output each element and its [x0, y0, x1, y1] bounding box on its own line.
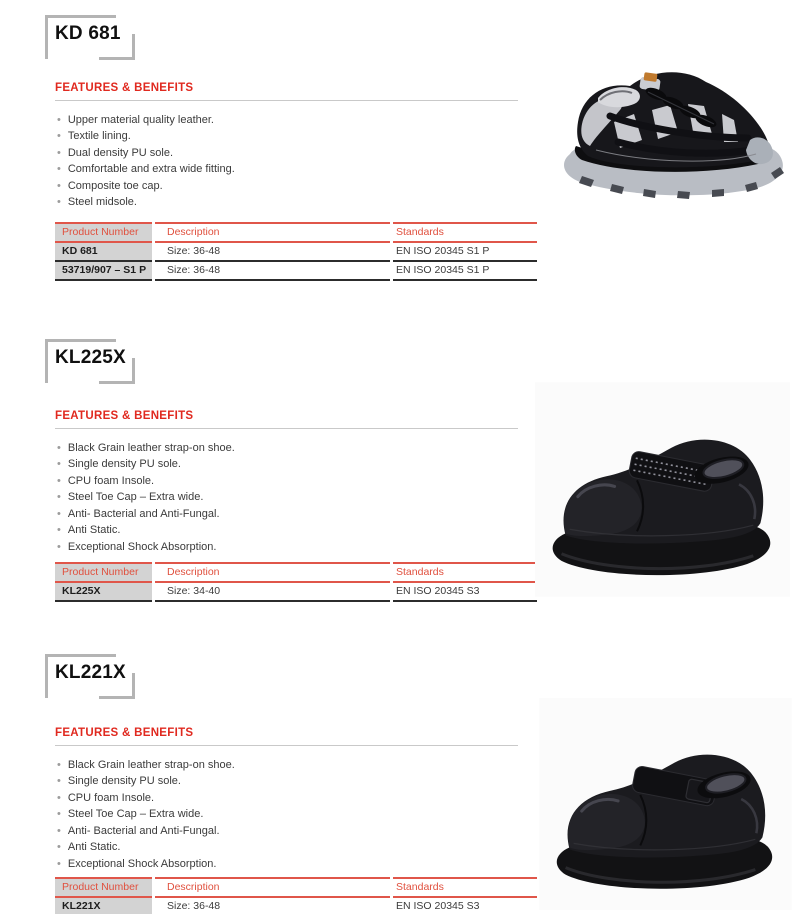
feature-item: • Steel Toe Cap – Extra wide. — [57, 806, 518, 822]
cell-product-number: KD 681 — [55, 243, 152, 262]
cell-standards: EN ISO 20345 S3 — [393, 583, 537, 602]
feature-item: • Comfortable and extra wide fitting. — [57, 161, 518, 177]
header-product-number: Product Number — [55, 222, 152, 243]
cell-product-number: KL225X — [55, 583, 152, 602]
spec-table-header-row — [55, 222, 537, 243]
spec-table-header-row — [55, 877, 537, 898]
feature-item: • Anti- Bacterial and Anti-Fungal. — [57, 506, 518, 522]
header-product-number: Product Number — [55, 877, 152, 898]
spec-table — [52, 222, 540, 281]
safety-trainer-illustration — [552, 42, 797, 212]
product-photo-kl225x — [535, 382, 790, 597]
cell-description: Size: 36-48 — [155, 243, 390, 262]
feature-item: • Black Grain leather strap-on shoe. — [57, 440, 518, 456]
features-list — [55, 757, 518, 872]
product-title-box — [45, 653, 165, 699]
features-block — [55, 82, 518, 211]
product-title: KL225X — [55, 347, 126, 368]
feature-item: • Anti Static. — [57, 522, 518, 538]
feature-item: • Upper material quality leather. — [57, 112, 518, 128]
features-heading: FEATURES & BENEFITS — [55, 82, 194, 94]
feature-item: • Textile lining. — [57, 128, 518, 144]
cell-description: Size: 36-48 — [155, 262, 390, 281]
table-row — [55, 583, 537, 602]
features-list — [55, 112, 518, 211]
header-standards: Standards — [393, 222, 537, 243]
cell-product-number: KL221X — [55, 898, 152, 914]
feature-item: • Single density PU sole. — [57, 773, 518, 789]
cell-standards: EN ISO 20345 S1 P — [393, 243, 537, 262]
product-title: KD 681 — [55, 23, 121, 44]
velcro-shoe-illustration — [538, 698, 793, 910]
feature-item: • Exceptional Shock Absorption. — [57, 856, 518, 872]
feature-item: • Dual density PU sole. — [57, 145, 518, 161]
header-product-number: Product Number — [55, 562, 152, 583]
cell-description: Size: 34-40 — [155, 583, 390, 602]
feature-item: • Black Grain leather strap-on shoe. — [57, 757, 518, 773]
cell-standards: EN ISO 20345 S3 — [393, 898, 537, 914]
features-heading: FEATURES & BENEFITS — [55, 410, 194, 422]
cell-product-number: 53719/907 – S1 P — [55, 262, 152, 281]
features-list — [55, 440, 518, 555]
spec-table — [52, 562, 540, 602]
feature-item: • CPU foam Insole. — [57, 473, 518, 489]
cell-description: Size: 36-48 — [155, 898, 390, 914]
table-row — [55, 898, 537, 914]
features-divider — [55, 100, 518, 101]
product-photo-kd681 — [552, 42, 797, 212]
header-standards: Standards — [393, 562, 537, 583]
spec-table — [52, 877, 540, 914]
feature-item: • CPU foam Insole. — [57, 790, 518, 806]
feature-item: • Steel midsole. — [57, 194, 518, 210]
feature-item: • Anti- Bacterial and Anti-Fungal. — [57, 823, 518, 839]
product-photo-kl221x — [538, 698, 793, 910]
feature-item: • Anti Static. — [57, 839, 518, 855]
table-row — [55, 243, 537, 262]
feature-item: • Composite toe cap. — [57, 178, 518, 194]
features-divider — [55, 745, 518, 746]
header-standards: Standards — [393, 877, 537, 898]
product-title-box — [45, 338, 165, 384]
table-row — [55, 262, 537, 281]
features-divider — [55, 428, 518, 429]
cell-standards: EN ISO 20345 S1 P — [393, 262, 537, 281]
spec-table-header-row — [55, 562, 537, 583]
features-block — [55, 727, 518, 872]
header-description: Description — [155, 562, 390, 583]
features-heading: FEATURES & BENEFITS — [55, 727, 194, 739]
product-title: KL221X — [55, 662, 126, 683]
feature-item: • Steel Toe Cap – Extra wide. — [57, 489, 518, 505]
header-description: Description — [155, 877, 390, 898]
feature-item: • Exceptional Shock Absorption. — [57, 539, 518, 555]
strap-shoe-illustration — [535, 382, 790, 597]
features-block — [55, 410, 518, 555]
product-title-box — [45, 14, 165, 60]
feature-item: • Single density PU sole. — [57, 456, 518, 472]
header-description: Description — [155, 222, 390, 243]
